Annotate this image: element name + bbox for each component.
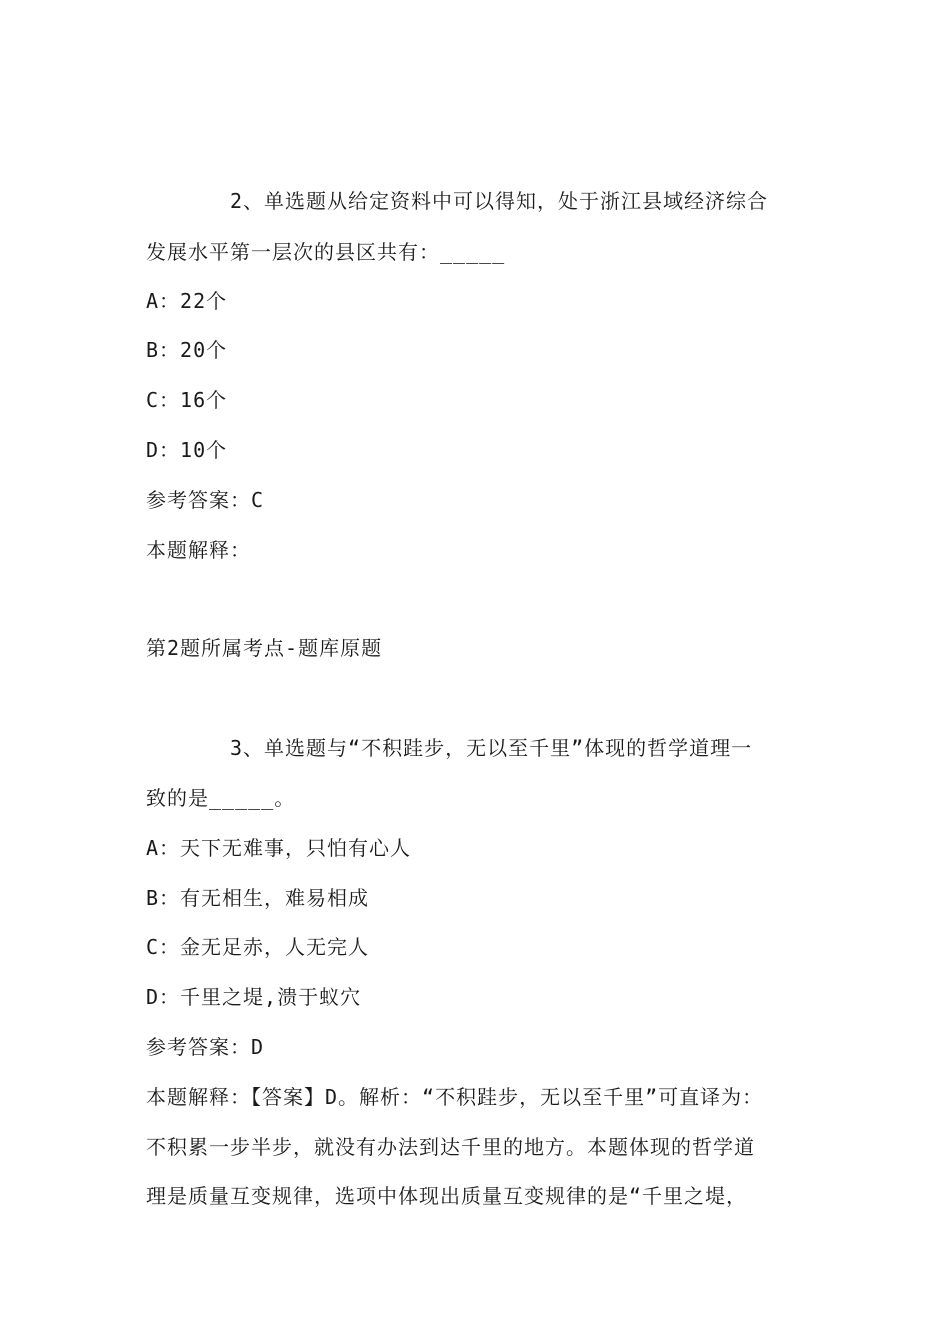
q3-option-b: B：有无相生，难易相成 [146, 886, 370, 910]
q2-explanation: 本题解释： [146, 538, 251, 562]
q2-stem-line1: 2、单选题从给定资料中可以得知，处于浙江县域经济综合 [230, 189, 769, 213]
q2-stem-line2: 发展水平第一层次的县区共有：_____ [146, 240, 506, 264]
q2-option-a: A：22个 [146, 289, 228, 313]
q3-explanation-line2: 不积累一步半步，就没有办法到达千里的地方。本题体现的哲学道 [146, 1135, 755, 1159]
q3-option-a: A：天下无难事，只怕有心人 [146, 836, 412, 860]
q3-explanation-line3: 理是质量互变规律，选项中体现出质量互变规律的是“千里之堤， [146, 1184, 748, 1208]
q2-option-c: C：16个 [146, 388, 228, 412]
q2-option-d: D：10个 [146, 438, 228, 462]
q3-option-d: D：千里之堤,溃于蚁穴 [146, 985, 362, 1009]
q3-stem-line2: 致的是_____。 [146, 786, 296, 810]
q2-option-b: B：20个 [146, 338, 228, 362]
q3-explanation-line1: 本题解释：【答案】D。解析：“不积跬步，无以至千里”可直译为： [146, 1085, 764, 1109]
q2-topic: 第2题所属考点-题库原题 [146, 636, 383, 660]
q3-option-c: C：金无足赤，人无完人 [146, 935, 370, 959]
q2-answer: 参考答案：C [146, 488, 265, 512]
q3-answer: 参考答案：D [146, 1035, 265, 1059]
q3-stem-line1: 3、单选题与“不积跬步，无以至千里”体现的哲学道理一 [230, 736, 753, 760]
